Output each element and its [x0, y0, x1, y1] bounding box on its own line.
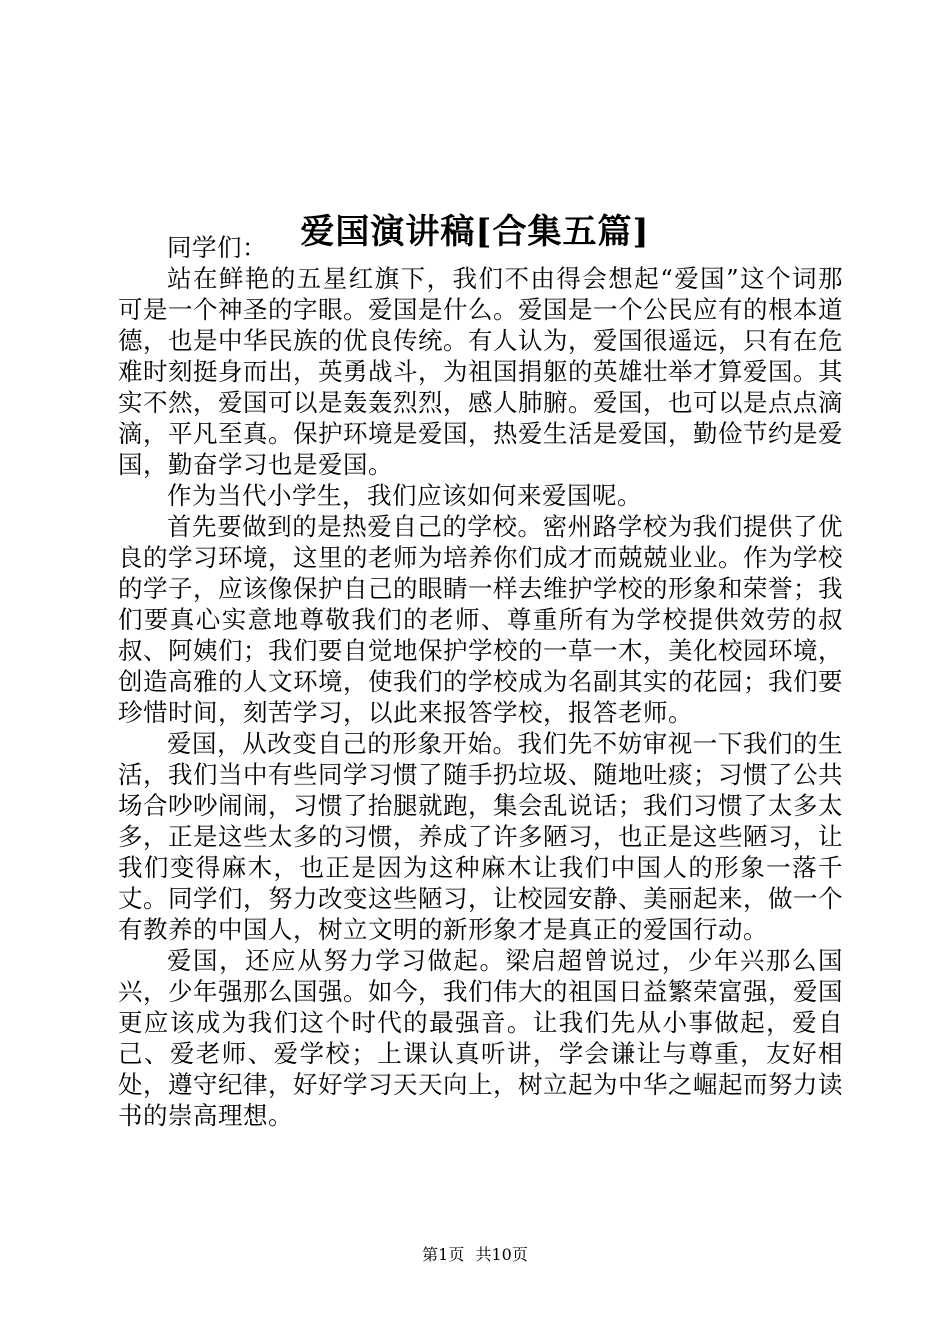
paragraph: 站在鲜艳的五星红旗下，我们不由得会想起“爱国”这个词那可是一个神圣的字眼。爱国是什么。爱国是一个公民应有的根本道德，也是中华民族的优良传统。有人认为，爱国很遥远，只有在危难时刻挺身而出，英勇战斗，为祖国捐躯的英雄壮举才算爱国。其实不然，爱国可以是轰轰烈烈，感人肺腑。爱国，也可以是点点滴滴，平凡至真。保护环境是爱国，热爱生活是爱国，勤俭节约是爱国，勤奋学习也是爱国。 [118, 264, 843, 479]
paragraph: 首先要做到的是热爱自己的学校。密州路学校为我们提供了优良的学习环境，这里的老师为培养你们成才而兢兢业业。作为学校的学子，应该像保护自己的眼睛一样去维护学校的形象和荣誉；我们要真心实意地尊敬我们的老师、尊重所有为学校提供效劳的叔叔、阿姨们；我们要自觉地保护学校的一草一木，美化校园环境，创造高雅的人文环境，使我们的学校成为名副其实的花园；我们要珍惜时间，刻苦学习，以此来报答学校，报答老师。 [118, 512, 843, 727]
paragraph: 爱国，从改变自己的形象开始。我们先不妨审视一下我们的生活，我们当中有些同学习惯了随手扔垃圾、随地吐痰；习惯了公共场合吵吵闹闹，习惯了抬腿就跑，集会乱说话；我们习惯了太多太多，正是这些太多的习惯，养成了许多陋习，也正是这些陋习，让我们变得麻木，也正是因为这种麻木让我们中国人的形象一落千丈。同学们，努力改变这些陋习，让校园安静、美丽起来，做一个有教养的中国人，树立文明的新形象才是真正的爱国行动。 [118, 729, 843, 944]
page-total: 共10页 [475, 1245, 528, 1264]
paragraph: 作为当代小学生，我们应该如何来爱国呢。 [167, 481, 642, 510]
paragraph: 爱国，还应从努力学习做起。梁启超曾说过，少年兴那么国兴，少年强那么国强。如今，我们伟大的祖国日益繁荣富强，爱国更应该成为我们这个时代的最强音。让我们先从小事做起，爱自己、爱老师、爱学校；上课认真听讲，学会谦让与尊重，友好相处，遵守纪律，好好学习天天向上，树立起为中华之崛起而努力读书的崇高理想。 [118, 946, 843, 1130]
document-title: 爱国演讲稿[合集五篇] [300, 211, 650, 252]
page-number: 第1页 [422, 1245, 465, 1264]
paragraph-greeting: 同学们： [167, 233, 267, 262]
document-body [118, 232, 843, 1131]
page-footer [0, 1244, 950, 1266]
